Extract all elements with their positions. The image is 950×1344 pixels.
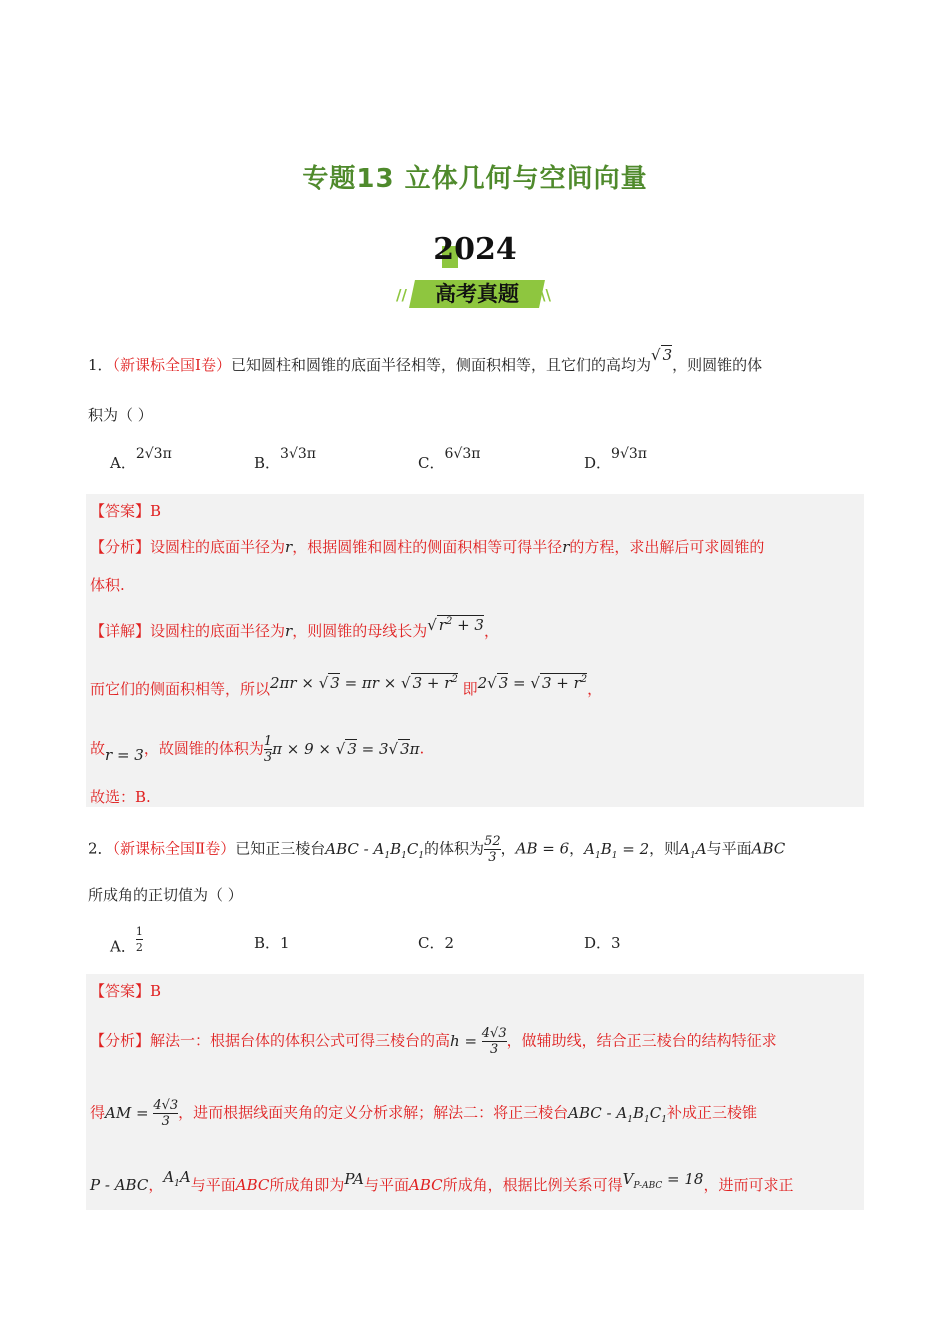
q2-analysis-line1: 【分析】解法一：根据台体的体积公式可得三棱台的高$h = \frac{4√3}{3}$ ，做辅助线，结合正三棱台的结构特征求: [90, 1026, 777, 1057]
q1-analysis-line2: 体积.: [90, 576, 125, 594]
q1-answer-box: [86, 494, 864, 807]
year-badge: [390, 232, 560, 312]
q1-stem-line2: 积为（ ）: [88, 406, 153, 424]
page-title: 专题13 立体几何与空间向量: [302, 164, 648, 194]
q2-option-b[interactable]: B．1: [254, 934, 290, 952]
q1-option-a[interactable]: A．2√3π: [110, 446, 172, 472]
q1-option-c[interactable]: C．6√3π: [418, 446, 481, 472]
q1-choose: 故选：B.: [90, 788, 151, 806]
slash-left-icon: //: [396, 286, 407, 304]
q2-answer: 【答案】B: [90, 982, 162, 1000]
q2-option-c[interactable]: C．2: [418, 934, 455, 952]
q2-option-d[interactable]: D．3: [584, 934, 621, 952]
year-label: 2024: [433, 232, 517, 267]
q1-detail-line1: 【详解】设圆柱的底面半径为r，则圆锥的母线长为√ $r^2 + 3$，: [90, 616, 499, 640]
q1-stem-line1: 1．（新课标全国Ⅰ卷）已知圆柱和圆锥的底面半径相等，侧面积相等，且它们的高均为√ 3，则圆锥的体: [88, 346, 763, 374]
q2-analysis-line3: P - ABC，$A_1A$与平面ABC所成角即为PA与平面ABC所成角，根据比例关系可得$V_{P-ABC} = 18$，进而可求正: [90, 1168, 794, 1194]
q1-analysis-line1: 【分析】设圆柱的底面半径为r，根据圆锥和圆柱的侧面积相等可得半径r的方程，求出解后可求圆锥的: [90, 538, 765, 556]
q2-stem-line2: 所成角的正切值为（ ）: [88, 886, 243, 904]
q2-stem-line1: 2．（新课标全国Ⅱ卷）已知正三棱台ABC - $A_1B_1C_1$的体积为$\frac{52}{3}$ ，AB = 6，$A_1B_1 = 2$，则$A_1A$与平面ABC: [88, 834, 786, 865]
q2-option-a[interactable]: A．$\frac{1}{2}$: [110, 925, 143, 956]
q2-analysis-line2: 得AM = $\frac{4√3}{3}$ ，进而根据线面夹角的定义分析求解；解法二：将正三棱台ABC - $A_1B_1C_1$补成正三棱锥: [90, 1098, 757, 1129]
q1-detail-line3: 故r = 3，故圆锥的体积为$\frac{1}{3}$ π × 9 × √ 3 = 3√ 3π.: [90, 734, 425, 765]
q1-detail-line2: 而它们的侧面积相等，所以2πr × √ 3 = πr × √ $3 + r^2$ 即2√ 3 = √ $3 + r^2$，: [90, 674, 603, 698]
q1-option-d[interactable]: D．9√3π: [584, 446, 647, 472]
q1-answer: 【答案】B: [90, 502, 162, 520]
q1-option-b[interactable]: B．3√3π: [254, 446, 316, 472]
q2-answer-box: [86, 974, 864, 1210]
slash-right-icon: \\: [540, 286, 551, 304]
banner-label: 高考真题: [435, 282, 519, 306]
